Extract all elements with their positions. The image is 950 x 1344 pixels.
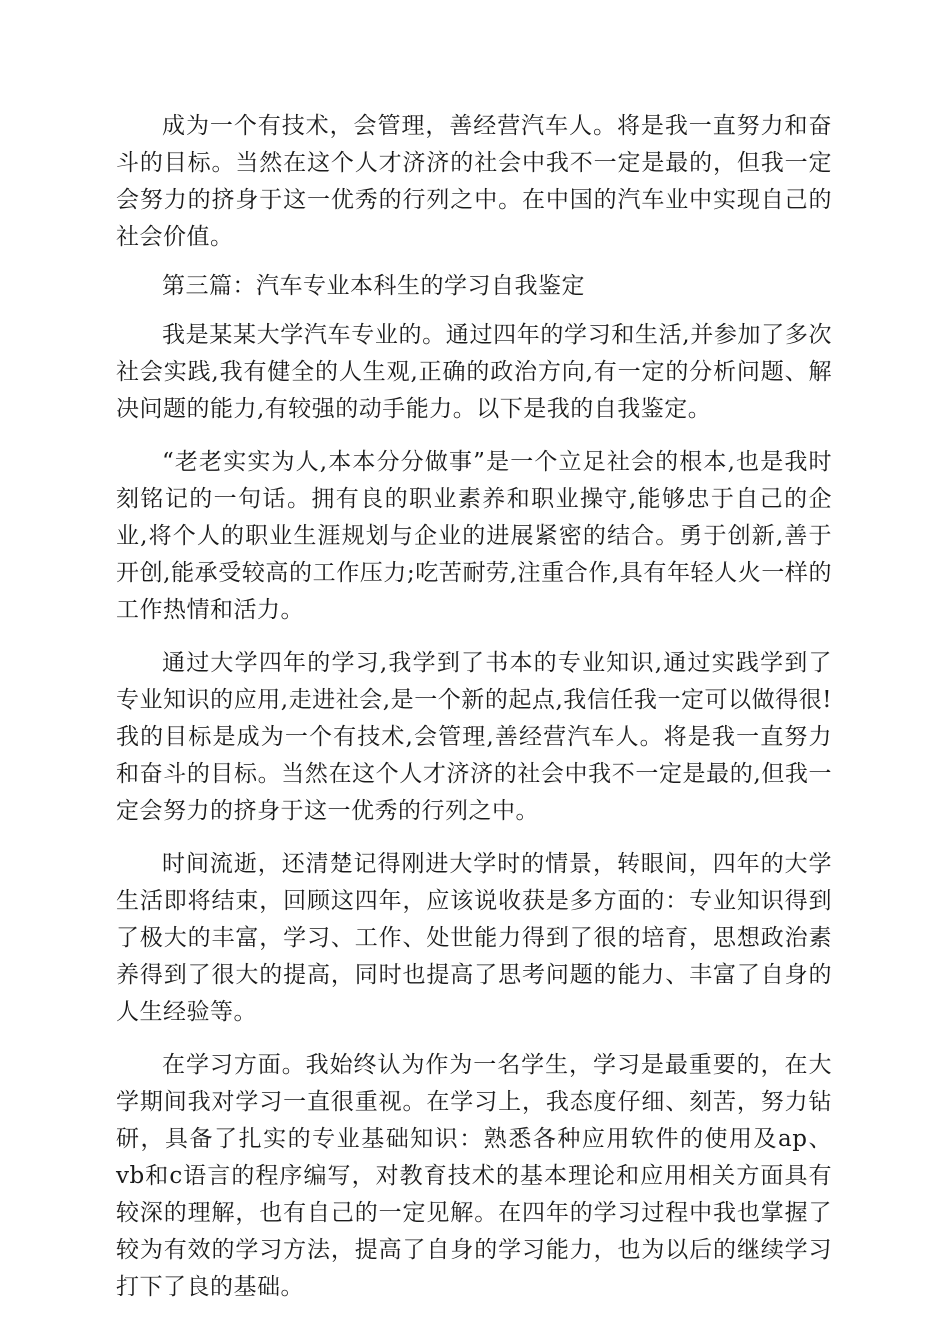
- document-body: [116, 108, 832, 1322]
- paragraph: 时间流逝，还清楚记得刚进大学时的情景，转眼间，四年的大学生活即将结束，回顾这四年，应该说收获是多方面的：专业知识得到了极大的丰富，学习、工作、处世能力得到了很的培育，思想政治素养得到了很大的提高，同时也提高了思考问题的能力、丰富了自身的人生经验等。: [116, 851, 832, 1025]
- section-heading: 第三篇：汽车专业本科生的学习自我鉴定: [162, 273, 585, 299]
- paragraph: 成为一个有技术，会管理，善经营汽车人。将是我一直努力和奋斗的目标。当然在这个人才济济的社会中我不一定是最的，但我一定会努力的挤身于这一优秀的行列之中。在中国的汽车业中实现自己的社会价值。: [116, 113, 832, 250]
- paragraph: 通过大学四年的学习,我学到了书本的专业知识,通过实践学到了专业知识的应用,走进社会,是一个新的起点,我信任我一定可以做得很!我的目标是成为一个有技术,会管理,善经营汽车人。将是我一直努力和奋斗的目标。当然在这个人才济济的社会中我不一定是最的,但我一定会努力的挤身于这一优秀的行列之中。: [116, 650, 832, 824]
- paragraph: 我是某某大学汽车专业的。通过四年的学习和生活,并参加了多次社会实践,我有健全的人生观,正确的政治方向,有一定的分析问题、解决问题的能力,有较强的动手能力。以下是我的自我鉴定。: [116, 322, 832, 422]
- paragraph: “老老实实为人,本本分分做事”是一个立足社会的根本,也是我时刻铭记的一句话。拥有良的职业素养和职业操守,能够忠于自己的企业,将个人的职业生涯规划与企业的进展紧密的结合。勇于创新,善于开创,能承受较高的工作压力;吃苦耐劳,注重合作,具有年轻人火一样的工作热情和活力。: [116, 449, 832, 623]
- paragraph: 在学习方面。我始终认为作为一名学生，学习是最重要的，在大学期间我对学习一直很重视。在学习上，我态度仔细、刻苦，努力钻研，具备了扎实的专业基础知识：熟悉各种应用软件的使用及ap、vb和c语言的程序编写，对教育技术的基本理论和应用相关方面具有较深的理解，也有自己的一定见解。在四年的学习过程中我也掌握了较为有效的学习方法，提高了自身的学习能力，也为以后的继续学习打下了良的基础。: [116, 1052, 832, 1300]
